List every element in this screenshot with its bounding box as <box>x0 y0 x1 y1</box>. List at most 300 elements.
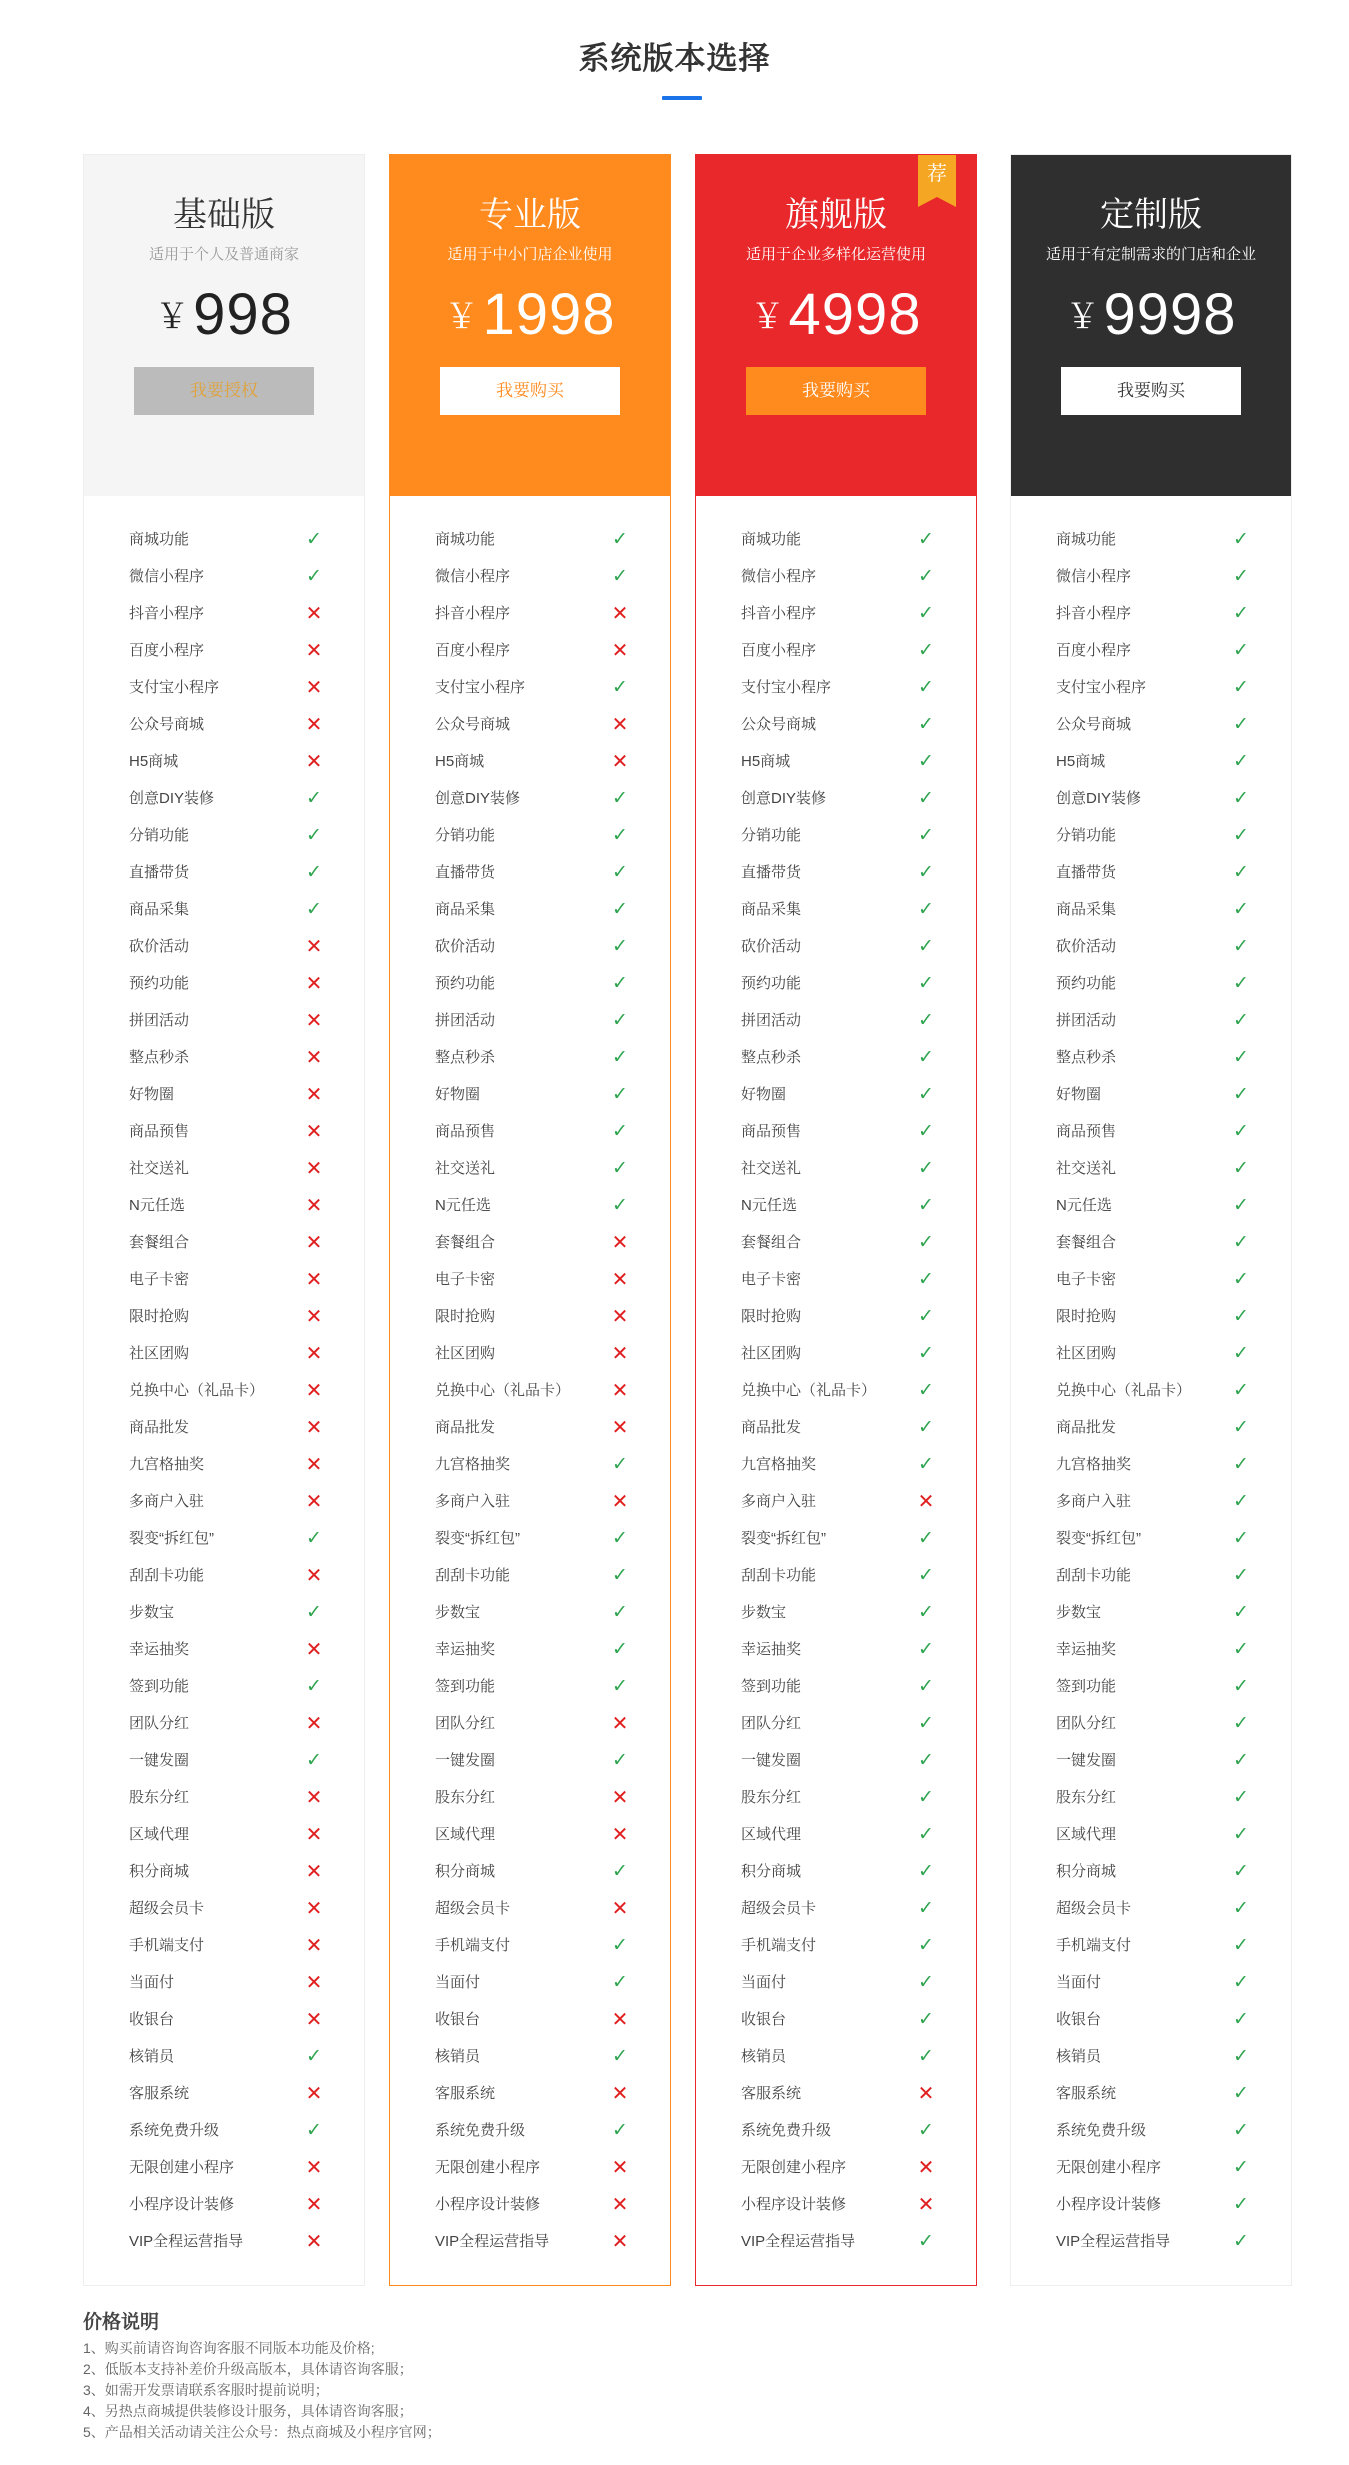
cross-icon: ✕ <box>917 2194 935 2216</box>
feature-row <box>129 1599 324 1636</box>
check-icon: ✓ <box>612 1158 628 1179</box>
feature-label: 股东分红 <box>741 1789 802 1806</box>
feature-row <box>129 1525 324 1562</box>
feature-row <box>435 1747 630 1784</box>
feature-label: 区域代理 <box>129 1826 190 1843</box>
check-icon: ✓ <box>918 640 934 661</box>
feature-row <box>435 1858 630 1895</box>
check-icon: ✓ <box>1233 1824 1249 1845</box>
cross-icon: ✕ <box>305 1084 323 1106</box>
feature-row <box>741 1266 936 1303</box>
plan-price <box>1011 283 1291 347</box>
feature-label: 社交送礼 <box>1056 1160 1117 1177</box>
feature-label: 兑换中心（礼品卡） <box>129 1382 265 1399</box>
cross-icon: ✕ <box>611 1491 629 1513</box>
feature-label: 当面付 <box>1056 1974 1102 1991</box>
feature-label: 兑换中心（礼品卡） <box>435 1382 571 1399</box>
feature-label: 当面付 <box>129 1974 175 1991</box>
feature-row <box>741 1895 936 1932</box>
feature-label: 收银台 <box>129 2011 175 2028</box>
feature-row <box>741 1377 936 1414</box>
cross-icon: ✕ <box>611 1306 629 1328</box>
cross-icon: ✕ <box>611 2231 629 2253</box>
check-icon: ✓ <box>612 973 628 994</box>
feature-row <box>1056 2006 1251 2043</box>
cross-icon: ✕ <box>305 1824 323 1846</box>
feature-label: 步数宝 <box>435 1604 481 1621</box>
cross-icon: ✕ <box>611 1713 629 1735</box>
check-icon: ✓ <box>918 1010 934 1031</box>
title-underline <box>662 96 702 100</box>
plan-price <box>390 283 670 347</box>
check-icon: ✓ <box>306 899 322 920</box>
feature-label: 商品批发 <box>1056 1419 1117 1436</box>
feature-row <box>129 1451 324 1488</box>
feature-label: 创意DIY装修 <box>741 790 827 807</box>
feature-row <box>129 1747 324 1784</box>
feature-label: 刮刮卡功能 <box>1056 1567 1132 1584</box>
feature-label: 九宫格抽奖 <box>435 1456 511 1473</box>
feature-label: 微信小程序 <box>435 568 511 585</box>
plan-card-pro <box>389 154 671 2286</box>
cross-icon: ✕ <box>917 2083 935 2105</box>
check-icon: ✓ <box>1233 1713 1249 1734</box>
check-icon: ✓ <box>918 1454 934 1475</box>
cross-icon: ✕ <box>611 2009 629 2031</box>
feature-label: 社区团购 <box>129 1345 190 1362</box>
feature-label: 整点秒杀 <box>435 1049 496 1066</box>
price-value: 4998 <box>788 282 922 347</box>
feature-row <box>129 859 324 896</box>
feature-row <box>435 637 630 674</box>
feature-row <box>1056 2228 1251 2265</box>
cross-icon: ✕ <box>917 1491 935 1513</box>
feature-label: 商城功能 <box>129 531 190 548</box>
feature-row <box>129 1895 324 1932</box>
cross-icon: ✕ <box>611 751 629 773</box>
check-icon: ✓ <box>918 1639 934 1660</box>
feature-label: 裂变“拆红包” <box>1056 1530 1141 1547</box>
cross-icon: ✕ <box>305 2157 323 2179</box>
buy-button[interactable]: 我要购买 <box>746 367 926 415</box>
feature-row <box>1056 1192 1251 1229</box>
feature-row <box>1056 1451 1251 1488</box>
feature-label: 一键发圈 <box>129 1752 190 1769</box>
feature-row <box>1056 2043 1251 2080</box>
feature-row <box>1056 1747 1251 1784</box>
feature-label: 无限创建小程序 <box>435 2159 541 2176</box>
check-icon: ✓ <box>612 2046 628 2067</box>
feature-row <box>435 1155 630 1192</box>
pricing-notes <box>83 2310 1283 2443</box>
feature-row <box>741 1007 936 1044</box>
feature-label: 微信小程序 <box>1056 568 1132 585</box>
check-icon: ✓ <box>306 1602 322 1623</box>
feature-label: 拼团活动 <box>435 1012 496 1029</box>
feature-label: 客服系统 <box>129 2085 190 2102</box>
check-icon: ✓ <box>612 1750 628 1771</box>
check-icon: ✓ <box>1233 1565 1249 1586</box>
check-icon: ✓ <box>1233 677 1249 698</box>
feature-label: 九宫格抽奖 <box>129 1456 205 1473</box>
feature-label: 微信小程序 <box>741 568 817 585</box>
feature-label: 分销功能 <box>741 827 802 844</box>
feature-row <box>435 1266 630 1303</box>
check-icon: ✓ <box>918 1084 934 1105</box>
feature-label: 商品采集 <box>129 901 190 918</box>
check-icon: ✓ <box>1233 1417 1249 1438</box>
feature-row <box>435 1969 630 2006</box>
cross-icon: ✕ <box>305 677 323 699</box>
feature-label: 抖音小程序 <box>741 605 817 622</box>
check-icon: ✓ <box>612 529 628 550</box>
check-icon: ✓ <box>918 677 934 698</box>
feature-label: 分销功能 <box>129 827 190 844</box>
cross-icon: ✕ <box>305 1565 323 1587</box>
cross-icon: ✕ <box>305 1787 323 1809</box>
check-icon: ✓ <box>1233 1454 1249 1475</box>
feature-row <box>129 1562 324 1599</box>
feature-label: 收银台 <box>1056 2011 1102 2028</box>
feature-label: 核销员 <box>435 2048 481 2065</box>
feature-label: 预约功能 <box>129 975 190 992</box>
feature-label: 社交送礼 <box>129 1160 190 1177</box>
cross-icon: ✕ <box>305 1306 323 1328</box>
check-icon: ✓ <box>1233 603 1249 624</box>
feature-row <box>741 896 936 933</box>
feature-label: 系统免费升级 <box>129 2122 220 2139</box>
feature-label: 九宫格抽奖 <box>1056 1456 1132 1473</box>
check-icon: ✓ <box>918 2009 934 2030</box>
check-icon: ✓ <box>612 566 628 587</box>
feature-label: 公众号商城 <box>435 716 511 733</box>
feature-row <box>1056 1710 1251 1747</box>
feature-row <box>129 1488 324 1525</box>
check-icon: ✓ <box>918 1972 934 1993</box>
feature-row <box>1056 1784 1251 1821</box>
check-icon: ✓ <box>1233 1158 1249 1179</box>
feature-label: 签到功能 <box>129 1678 190 1695</box>
pricing-note: 4、另热点商城提供装修设计服务，具体请咨询客服； <box>83 2403 413 2419</box>
feature-label: 积分商城 <box>435 1863 496 1880</box>
feature-label: 一键发圈 <box>1056 1752 1117 1769</box>
feature-label: 无限创建小程序 <box>741 2159 847 2176</box>
feature-label: 支付宝小程序 <box>129 679 220 696</box>
cross-icon: ✕ <box>305 936 323 958</box>
feature-row <box>741 785 936 822</box>
feature-row <box>129 1081 324 1118</box>
check-icon: ✓ <box>1233 1787 1249 1808</box>
check-icon: ✓ <box>612 1010 628 1031</box>
currency-symbol: ￥ <box>750 298 785 336</box>
feature-row <box>741 674 936 711</box>
feature-row <box>435 1784 630 1821</box>
feature-row <box>741 2154 936 2191</box>
feature-row <box>435 1081 630 1118</box>
feature-row <box>741 711 936 748</box>
feature-row <box>435 1525 630 1562</box>
check-icon: ✓ <box>612 936 628 957</box>
feature-row <box>741 1414 936 1451</box>
feature-row <box>129 1414 324 1451</box>
feature-label: 抖音小程序 <box>435 605 511 622</box>
cross-icon: ✕ <box>305 1121 323 1143</box>
check-icon: ✓ <box>1233 1861 1249 1882</box>
feature-label: 核销员 <box>129 2048 175 2065</box>
feature-row <box>1056 1932 1251 1969</box>
feature-row <box>741 1599 936 1636</box>
feature-label: 商品预售 <box>1056 1123 1117 1140</box>
cross-icon: ✕ <box>305 1972 323 1994</box>
feature-label: 百度小程序 <box>129 642 205 659</box>
feature-label: 商品预售 <box>435 1123 496 1140</box>
check-icon: ✓ <box>612 1528 628 1549</box>
feature-row <box>435 1229 630 1266</box>
feature-row <box>741 2117 936 2154</box>
feature-label: 拼团活动 <box>1056 1012 1117 1029</box>
check-icon: ✓ <box>1233 1639 1249 1660</box>
check-icon: ✓ <box>918 1713 934 1734</box>
pricing-note: 5、产品相关活动请关注公众号：热点商城及小程序官网； <box>83 2424 441 2440</box>
plan-description: 适用于个人及普通商家 <box>148 246 299 263</box>
check-icon: ✓ <box>918 825 934 846</box>
feature-label: 客服系统 <box>1056 2085 1117 2102</box>
feature-row <box>741 1118 936 1155</box>
feature-label: 商品采集 <box>1056 901 1117 918</box>
feature-label: 抖音小程序 <box>1056 605 1132 622</box>
check-icon: ✓ <box>1233 1750 1249 1771</box>
feature-label: 团队分红 <box>1056 1715 1117 1732</box>
plan-header <box>84 155 364 496</box>
buy-button[interactable]: 我要购买 <box>440 367 620 415</box>
feature-row <box>129 1266 324 1303</box>
feature-label: 支付宝小程序 <box>741 679 832 696</box>
plan-name: 基础版 <box>173 196 275 234</box>
feature-row <box>741 1525 936 1562</box>
feature-row <box>129 1636 324 1673</box>
feature-row <box>741 2228 936 2265</box>
check-icon: ✓ <box>306 1676 322 1697</box>
feature-label: 积分商城 <box>1056 1863 1117 1880</box>
check-icon: ✓ <box>918 1047 934 1068</box>
feature-row <box>435 785 630 822</box>
feature-label: 小程序设计装修 <box>1056 2196 1162 2213</box>
feature-label: 商品采集 <box>435 901 496 918</box>
check-icon: ✓ <box>918 862 934 883</box>
feature-row <box>1056 1525 1251 1562</box>
feature-row <box>1056 785 1251 822</box>
feature-label: 系统免费升级 <box>435 2122 526 2139</box>
check-icon: ✓ <box>306 566 322 587</box>
feature-label: 好物圈 <box>129 1086 175 1103</box>
feature-row <box>741 2191 936 2228</box>
feature-label: 商城功能 <box>741 531 802 548</box>
feature-row <box>1056 970 1251 1007</box>
check-icon: ✓ <box>612 1565 628 1586</box>
feature-label: VIP全程运营指导 <box>129 2233 244 2250</box>
cross-icon: ✕ <box>305 1269 323 1291</box>
check-icon: ✓ <box>918 566 934 587</box>
feature-row <box>129 526 324 563</box>
feature-row <box>1056 748 1251 785</box>
feature-label: N元任选 <box>1056 1197 1112 1214</box>
feature-label: 微信小程序 <box>129 568 205 585</box>
plan-card-flagship <box>695 154 977 2286</box>
feature-label: 直播带货 <box>1056 864 1117 881</box>
feature-label: H5商城 <box>129 753 179 770</box>
feature-row <box>435 2117 630 2154</box>
plan-name: 旗舰版 <box>785 196 887 234</box>
check-icon: ✓ <box>918 2120 934 2141</box>
feature-label: 社区团购 <box>435 1345 496 1362</box>
check-icon: ✓ <box>612 1639 628 1660</box>
feature-row <box>741 637 936 674</box>
feature-label: 社交送礼 <box>741 1160 802 1177</box>
check-icon: ✓ <box>918 899 934 920</box>
feature-row <box>741 1229 936 1266</box>
feature-label: 抖音小程序 <box>129 605 205 622</box>
feature-row <box>1056 2154 1251 2191</box>
currency-symbol: ￥ <box>444 298 479 336</box>
cross-icon: ✕ <box>305 1639 323 1661</box>
feature-label: 商品批发 <box>129 1419 190 1436</box>
check-icon: ✓ <box>1233 2157 1249 2178</box>
feature-label: 商品采集 <box>741 901 802 918</box>
feature-label: 多商户入驻 <box>435 1493 511 1510</box>
feature-label: 步数宝 <box>741 1604 787 1621</box>
check-icon: ✓ <box>918 1306 934 1327</box>
feature-row <box>741 1821 936 1858</box>
feature-row <box>129 1303 324 1340</box>
authorize-button[interactable]: 我要授权 <box>134 367 314 415</box>
feature-label: 股东分红 <box>1056 1789 1117 1806</box>
check-icon: ✓ <box>612 1602 628 1623</box>
feature-row <box>435 1377 630 1414</box>
feature-row <box>435 1710 630 1747</box>
feature-row <box>435 970 630 1007</box>
check-icon: ✓ <box>306 788 322 809</box>
feature-label: 多商户入驻 <box>1056 1493 1132 1510</box>
feature-label: 商品预售 <box>129 1123 190 1140</box>
check-icon: ✓ <box>306 2046 322 2067</box>
feature-row <box>1056 1007 1251 1044</box>
plan-price <box>696 283 976 347</box>
feature-row <box>741 1784 936 1821</box>
pricing-notes-title: 价格说明 <box>83 2312 160 2333</box>
cross-icon: ✕ <box>305 1010 323 1032</box>
pricing-note: 1、购买前请咨询咨询客服不同版本功能及价格; <box>83 2340 375 2356</box>
feature-label: 小程序设计装修 <box>741 2196 847 2213</box>
feature-row <box>435 2080 630 2117</box>
buy-button[interactable]: 我要购买 <box>1061 367 1241 415</box>
feature-label: 刮刮卡功能 <box>435 1567 511 1584</box>
cross-icon: ✕ <box>305 1380 323 1402</box>
cross-icon: ✕ <box>305 1898 323 1920</box>
feature-label: H5商城 <box>435 753 485 770</box>
check-icon: ✓ <box>306 862 322 883</box>
cross-icon: ✕ <box>305 714 323 736</box>
cross-icon: ✕ <box>305 1232 323 1254</box>
feature-label: 区域代理 <box>1056 1826 1117 1843</box>
feature-row <box>435 1599 630 1636</box>
feature-row <box>435 2228 630 2265</box>
feature-row <box>129 1821 324 1858</box>
feature-row <box>741 1488 936 1525</box>
feature-label: 商城功能 <box>435 531 496 548</box>
feature-label: 裂变“拆红包” <box>435 1530 520 1547</box>
feature-row <box>129 2191 324 2228</box>
check-icon: ✓ <box>918 603 934 624</box>
feature-label: 幸运抽奖 <box>741 1641 802 1658</box>
feature-label: VIP全程运营指导 <box>1056 2233 1171 2250</box>
check-icon: ✓ <box>918 529 934 550</box>
feature-row <box>1056 1303 1251 1340</box>
feature-label: 签到功能 <box>1056 1678 1117 1695</box>
feature-label: 当面付 <box>741 1974 787 1991</box>
cross-icon: ✕ <box>305 2083 323 2105</box>
check-icon: ✓ <box>1233 1343 1249 1364</box>
feature-label: 一键发圈 <box>435 1752 496 1769</box>
pricing-note: 3、如需开发票请联系客服时提前说明； <box>83 2382 329 2398</box>
feature-row <box>741 1155 936 1192</box>
feature-label: 签到功能 <box>435 1678 496 1695</box>
feature-row <box>129 1007 324 1044</box>
feature-row <box>435 526 630 563</box>
plan-header <box>696 155 976 496</box>
check-icon: ✓ <box>1233 2120 1249 2141</box>
cross-icon: ✕ <box>305 751 323 773</box>
feature-row <box>1056 1081 1251 1118</box>
feature-label: 团队分红 <box>435 1715 496 1732</box>
check-icon: ✓ <box>918 2231 934 2252</box>
feature-label: 步数宝 <box>129 1604 175 1621</box>
feature-row <box>129 2228 324 2265</box>
check-icon: ✓ <box>612 1861 628 1882</box>
feature-label: 客服系统 <box>741 2085 802 2102</box>
cross-icon: ✕ <box>611 1417 629 1439</box>
check-icon: ✓ <box>1233 1898 1249 1919</box>
feature-label: 商品预售 <box>741 1123 802 1140</box>
feature-row <box>129 1673 324 1710</box>
feature-label: 核销员 <box>1056 2048 1102 2065</box>
feature-row <box>129 970 324 1007</box>
cross-icon: ✕ <box>611 640 629 662</box>
feature-row <box>741 2080 936 2117</box>
check-icon: ✓ <box>1233 825 1249 846</box>
check-icon: ✓ <box>612 1195 628 1216</box>
feature-row <box>1056 674 1251 711</box>
feature-label: 商城功能 <box>1056 531 1117 548</box>
check-icon: ✓ <box>918 1269 934 1290</box>
feature-row <box>129 1118 324 1155</box>
plan-description: 适用于有定制需求的门店和企业 <box>1045 246 1256 263</box>
feature-row <box>435 1303 630 1340</box>
recommended-badge <box>918 155 956 197</box>
check-icon: ✓ <box>612 1676 628 1697</box>
feature-row <box>129 822 324 859</box>
feature-label: 直播带货 <box>435 864 496 881</box>
cross-icon: ✕ <box>611 1380 629 1402</box>
feature-label: 电子卡密 <box>129 1271 190 1288</box>
check-icon: ✓ <box>1233 2009 1249 2030</box>
check-icon: ✓ <box>306 1528 322 1549</box>
feature-label: 团队分红 <box>129 1715 190 1732</box>
feature-row <box>1056 1488 1251 1525</box>
feature-label: 无限创建小程序 <box>129 2159 235 2176</box>
feature-label: 区域代理 <box>435 1826 496 1843</box>
feature-row <box>129 2006 324 2043</box>
feature-row <box>129 674 324 711</box>
